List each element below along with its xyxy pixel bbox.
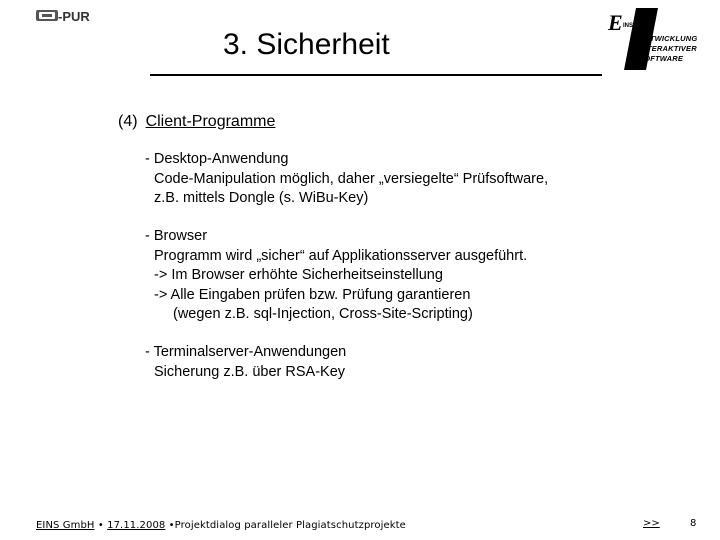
section-number: (4) [118, 113, 138, 130]
footer-date: 17.11.2008 [107, 520, 166, 531]
svg-text:INS: INS [623, 23, 634, 29]
desktop-heading: - Desktop-Anwendung [145, 151, 289, 167]
svg-text:E: E [608, 10, 623, 35]
terminal-line-1: Sicherung z.B. über RSA-Key [154, 363, 346, 380]
eins-tagline-1: ENTWICKLUNG [639, 34, 698, 43]
browser-heading: - Browser [145, 228, 208, 244]
footer-company: EINS GmbH [36, 520, 95, 531]
next-slide-link[interactable]: >> [643, 518, 660, 529]
browser-line-4: (wegen z.B. sql-Injection, Cross-Site-Scripting) [173, 306, 473, 322]
terminal-heading: - Terminalserver-Anwendungen [145, 344, 347, 360]
page-title: 3. Sicherheit [223, 28, 390, 61]
desktop-line-1: Code-Manipulation möglich, daher „versiegelte“ Prüfsoftware, [154, 170, 549, 187]
eins-tagline-2: INTERAKTIVER [639, 44, 697, 53]
browser-line-1: Programm wird „sicher“ auf Applikationsserver ausgeführt. [154, 247, 528, 264]
desktop-block [145, 150, 548, 209]
terminal-block [145, 343, 346, 382]
eins-tagline-3: SOFTWARE [639, 54, 684, 63]
epur-logo-icon [36, 8, 126, 24]
browser-line-3: -> Alle Eingaben prüfen bzw. Prüfung garantieren [154, 286, 471, 303]
page-number: 8 [690, 518, 697, 529]
footer [36, 520, 406, 531]
footer-separator-2: • [168, 520, 175, 531]
epur-logo-text: -PUR [58, 9, 90, 24]
epur-logo [36, 8, 126, 24]
section-title: Client-Programme [145, 113, 276, 130]
browser-line-2: -> Im Browser erhöhte Sicherheitseinstellung [154, 267, 443, 283]
section-heading [118, 112, 275, 132]
title-divider [150, 74, 602, 76]
browser-block [145, 227, 527, 325]
eins-logo [606, 6, 710, 72]
desktop-line-2: z.B. mittels Dongle (s. WiBu-Key) [154, 190, 369, 206]
footer-project: Projektdialog paralleler Plagiatschutzprojekte [174, 520, 406, 531]
footer-separator-1: • [97, 520, 104, 531]
